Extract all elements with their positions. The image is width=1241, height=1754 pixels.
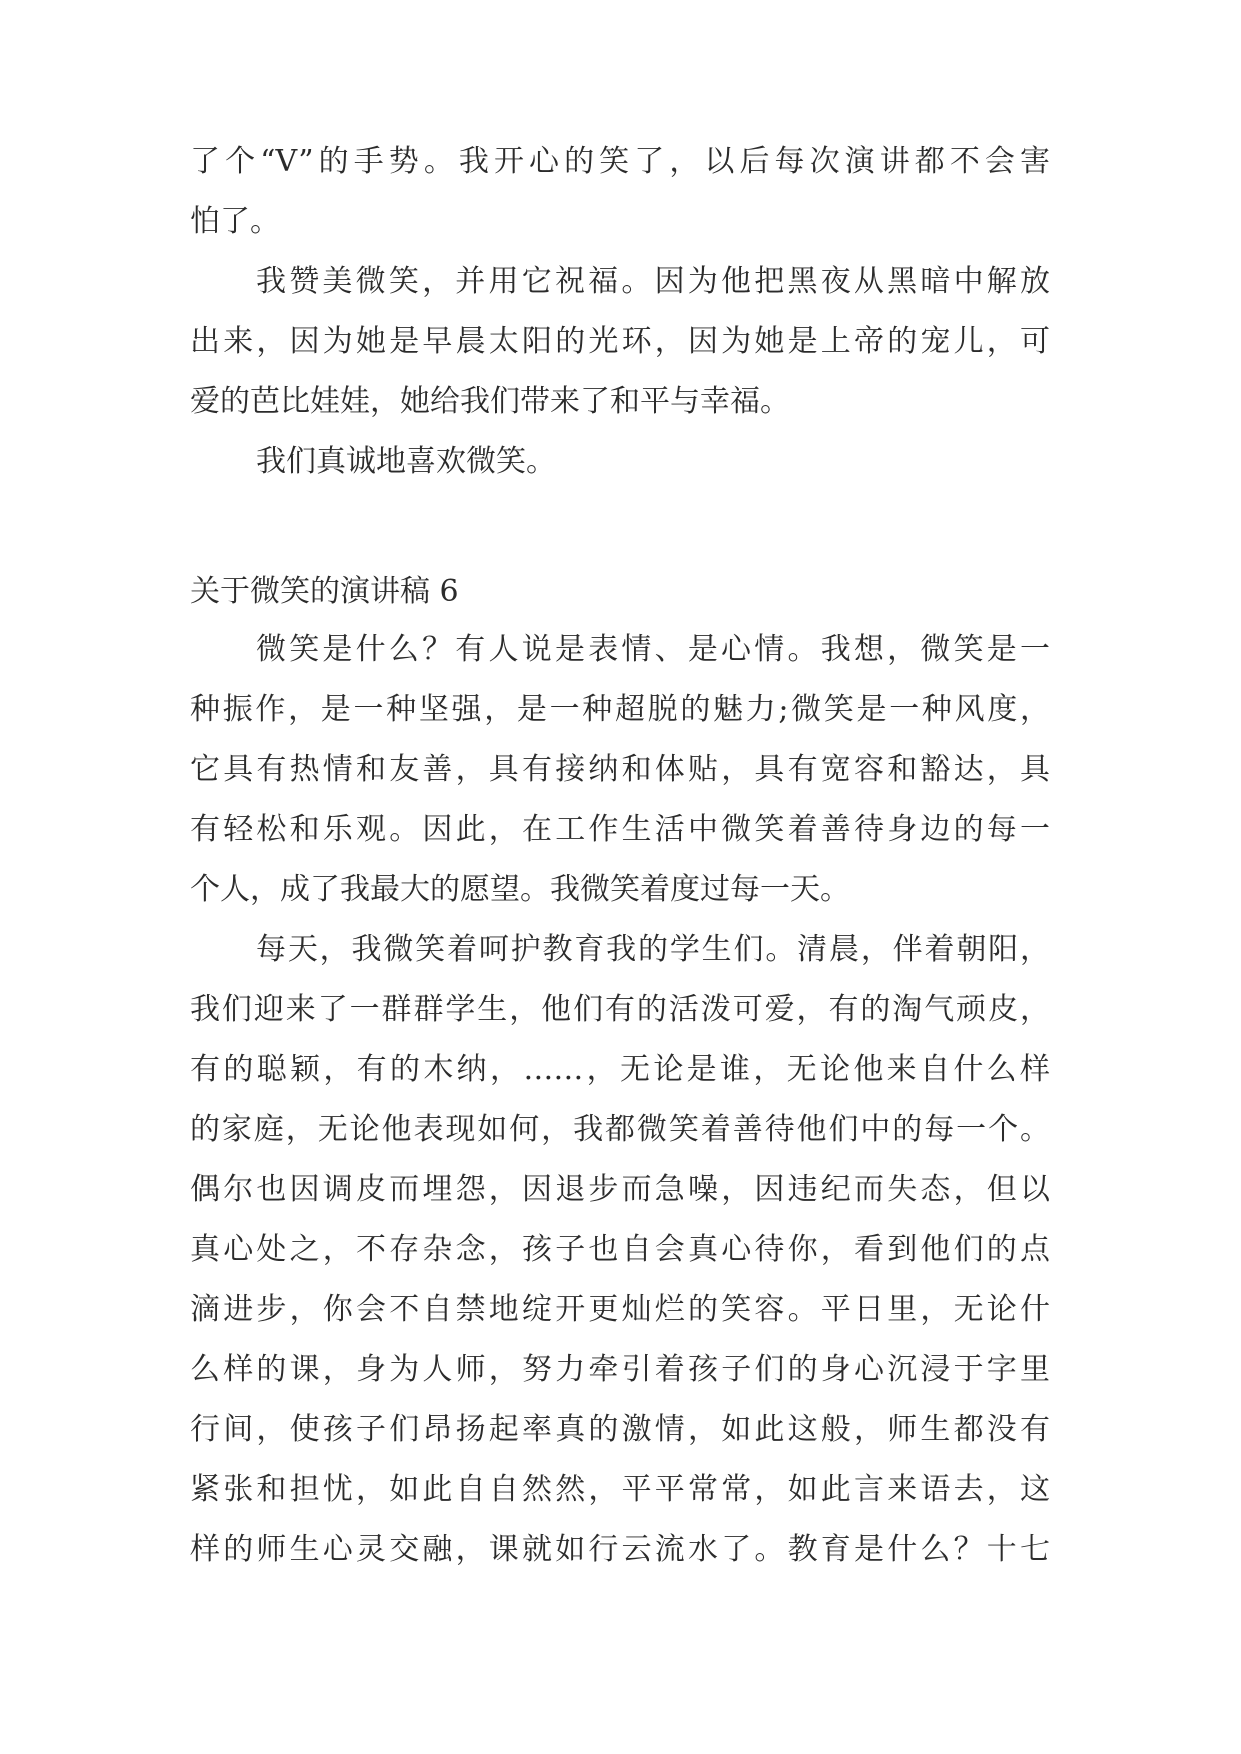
section-2-text: [190, 620, 1050, 1580]
paragraph-line: 行间，使孩子们昂扬起率真的激情，如此这般，师生都没有: [190, 1412, 1050, 1447]
paragraph-line: 种振作，是一种坚强，是一种超脱的魅力;微笑是一种风度，: [190, 692, 1050, 727]
paragraph-line: 每天，我微笑着呵护教育我的学生们。清晨，伴着朝阳，: [256, 932, 1050, 967]
section-heading: 关于微笑的演讲稿 6: [190, 574, 459, 609]
paragraph-line: 么样的课，身为人师，努力牵引着孩子们的身心沉浸于字里: [190, 1352, 1050, 1387]
paragraph-line: 滴进步，你会不自禁地绽开更灿烂的笑容。平日里，无论什: [190, 1292, 1050, 1327]
paragraph-line: 了个“V”的手势。我开心的笑了，以后每次演讲都不会害: [190, 144, 1050, 179]
paragraph-line: 它具有热情和友善，具有接纳和体贴，具有宽容和豁达，具: [190, 752, 1050, 787]
paragraph-line: 我赞美微笑，并用它祝福。因为他把黑夜从黑暗中解放: [256, 264, 1050, 299]
paragraph-line: 微笑是什么？有人说是表情、是心情。我想，微笑是一: [256, 632, 1050, 667]
paragraph-line: 我们迎来了一群群学生，他们有的活泼可爱，有的淘气顽皮，: [190, 992, 1050, 1027]
paragraph-line: 出来，因为她是早晨太阳的光环，因为她是上帝的宠儿，可: [190, 324, 1050, 359]
paragraph-line: 偶尔也因调皮而埋怨，因退步而急噪，因违纪而失态，但以: [190, 1172, 1050, 1207]
paragraph-line: 怕了。: [190, 204, 280, 239]
paragraph-line: 有的聪颖，有的木纳，……，无论是谁，无论他来自什么样: [190, 1052, 1050, 1087]
section-2-heading-block: [190, 562, 1050, 622]
paragraph-line: 有轻松和乐观。因此，在工作生活中微笑着善待身边的每一: [190, 812, 1050, 847]
paragraph-line: 真心处之，不存杂念，孩子也自会真心待你，看到他们的点: [190, 1232, 1050, 1267]
paragraph-line: 爱的芭比娃娃，她给我们带来了和平与幸福。: [190, 384, 790, 419]
section-1-text: [190, 132, 1050, 492]
paragraph-line: 紧张和担忧，如此自自然然，平平常常，如此言来语去，这: [190, 1472, 1050, 1507]
paragraph-line: 的家庭，无论他表现如何，我都微笑着善待他们中的每一个。: [190, 1112, 1050, 1147]
paragraph-line: 个人，成了我最大的愿望。我微笑着度过每一天。: [190, 872, 850, 907]
paragraph-line: 我们真诚地喜欢微笑。: [256, 444, 556, 479]
paragraph-line: 样的师生心灵交融，课就如行云流水了。教育是什么？十七: [190, 1532, 1050, 1567]
